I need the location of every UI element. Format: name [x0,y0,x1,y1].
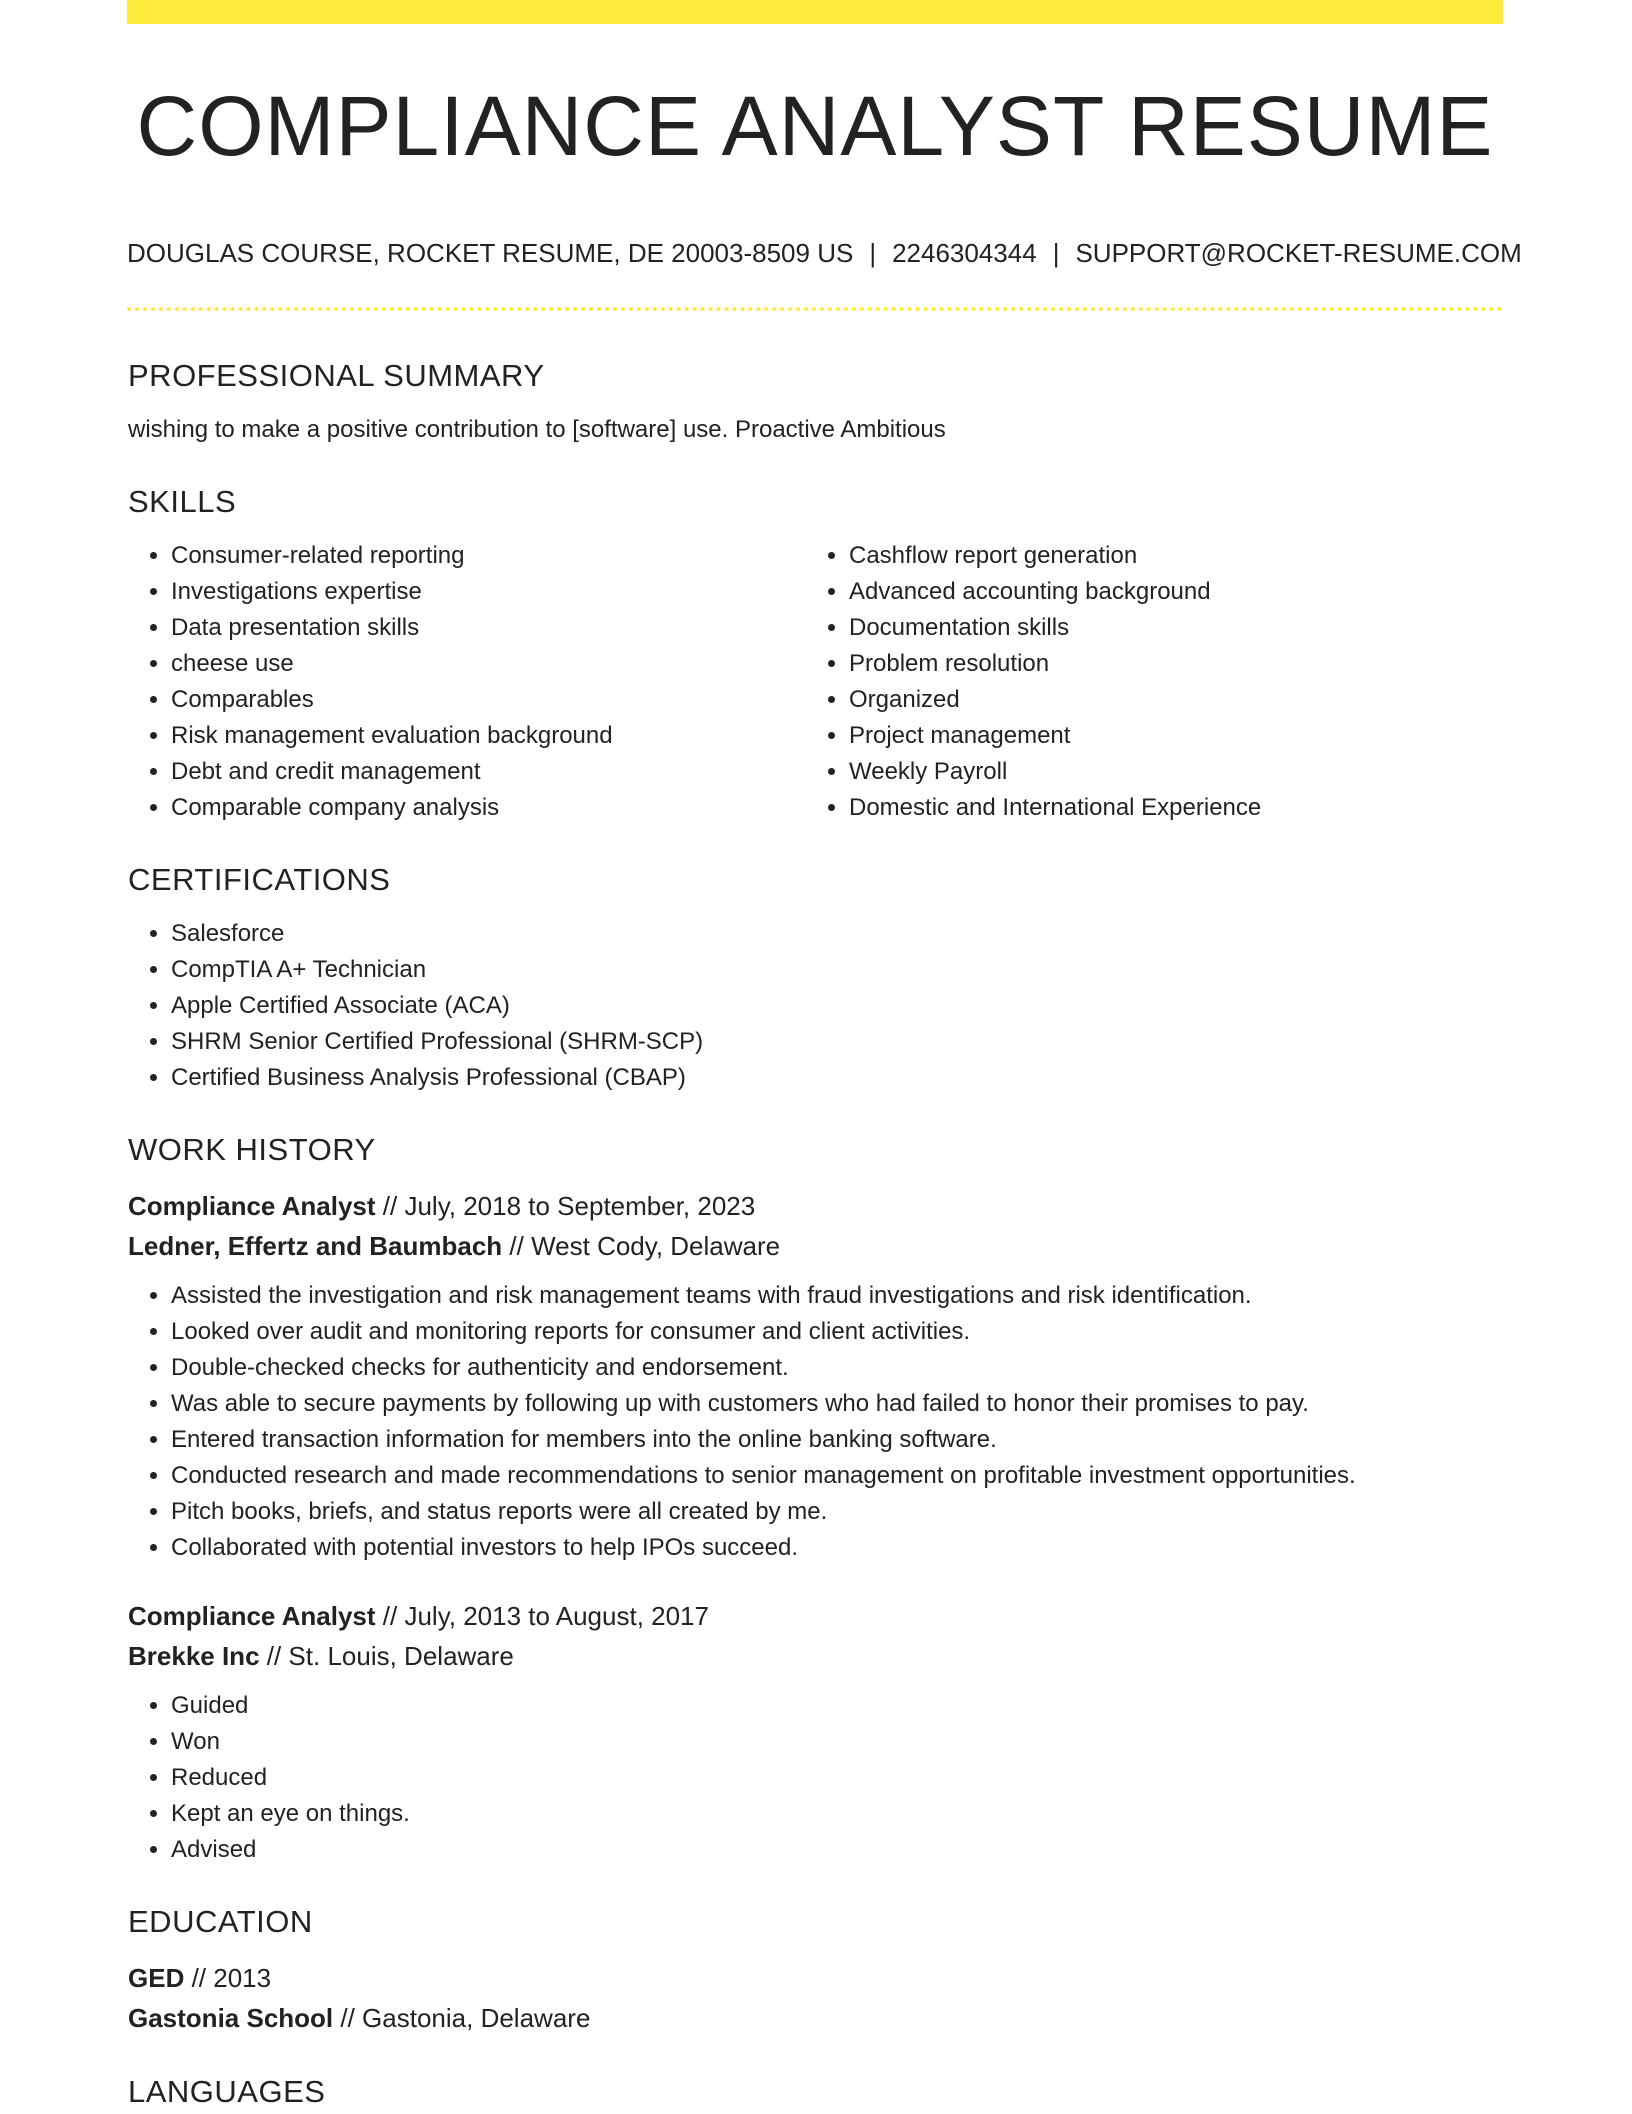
education-school: Gastonia School [128,2003,334,2033]
certification-item: • Certified Business Analysis Professional (CBAP) [171,1060,1504,1096]
job-title: Compliance Analyst [128,1191,376,1221]
job-dates: // July, 2018 to September, 2023 [382,1191,756,1221]
job-bullet: • Pitch books, briefs, and status reports were all created by me. [171,1494,1504,1530]
resume-body [128,354,1504,2114]
skill-item: • Weekly Payroll [849,754,1484,790]
summary-section [128,354,1504,448]
job-bullet: • Conducted research and made recommendations to senior management on profitable investment opportunities. [171,1458,1504,1494]
contact-line [127,238,1522,269]
education-degree: GED [128,1963,185,1993]
skills-section [128,480,1504,826]
job-company: Ledner, Effertz and Baumbach [128,1231,503,1261]
skills-list-left [128,538,806,826]
job-bullet: • Assisted the investigation and risk management teams with fraud investigations and risk identification. [171,1278,1504,1314]
job-bullets [128,1278,1504,1566]
summary-text: wishing to make a positive contribution to [software] use. Proactive Ambitious [128,416,946,443]
job-role-line [128,1186,1504,1226]
accent-bar [127,0,1503,24]
section-title-languages: LANGUAGES [128,2074,326,2109]
skill-item: • Organized [849,682,1484,718]
job-bullet: • Won [171,1724,1504,1760]
contact-address: DOUGLAS COURSE, ROCKET RESUME, DE 20003-8509 US [127,238,854,268]
education-location: // Gastonia, Delaware [340,2003,591,2033]
skill-item: • Problem resolution [849,646,1484,682]
section-title-summary: PROFESSIONAL SUMMARY [128,358,545,393]
education-year: // 2013 [191,1963,272,1993]
contact-phone: 2246304344 [892,238,1037,268]
job-dates: // July, 2013 to August, 2017 [382,1601,709,1631]
job-bullet: • Kept an eye on things. [171,1796,1504,1832]
job-entry [128,1186,1504,1566]
skill-item: • Comparable company analysis [171,790,806,826]
job-company-line [128,1226,1504,1266]
job-company-line [128,1636,1504,1676]
job-bullet: • Double-checked checks for authenticity and endorsement. [171,1350,1504,1386]
section-title-education: EDUCATION [128,1904,313,1939]
skills-columns [128,538,1504,826]
job-bullet: • Entered transaction information for members into the online banking software. [171,1422,1504,1458]
job-bullet: • Advised [171,1832,1504,1868]
skill-item: • Data presentation skills [171,610,806,646]
contact-separator: | [869,238,877,268]
skills-column-left [128,538,806,826]
work-history-section [128,1128,1504,1868]
skills-list-right [806,538,1484,826]
job-bullets [128,1688,1504,1868]
job-bullet: • Was able to secure payments by following up with customers who had failed to honor their promises to pay. [171,1386,1504,1422]
skill-item: • Risk management evaluation background [171,718,806,754]
job-bullet: • Reduced [171,1760,1504,1796]
job-role-line [128,1596,1504,1636]
education-section [128,1900,1504,2038]
education-degree-line [128,1958,1504,1998]
skill-item: • Consumer-related reporting [171,538,806,574]
skill-item: • Investigations expertise [171,574,806,610]
skill-item: • Debt and credit management [171,754,806,790]
skill-item: • Comparables [171,682,806,718]
section-title-certifications: CERTIFICATIONS [128,862,391,897]
certifications-section [128,858,1504,1096]
certification-item: • Salesforce [171,916,1504,952]
skill-item: • Advanced accounting background [849,574,1484,610]
job-bullet: • Collaborated with potential investors to help IPOs succeed. [171,1530,1504,1566]
certification-item: • SHRM Senior Certified Professional (SHRM-SCP) [171,1024,1504,1060]
skills-column-right [806,538,1484,826]
education-entry [128,1958,1504,2038]
job-title: Compliance Analyst [128,1601,376,1631]
skill-item: • Domestic and International Experience [849,790,1484,826]
skill-item: • cheese use [171,646,806,682]
job-entry [128,1596,1504,1868]
section-title-skills: SKILLS [128,484,237,519]
section-title-work-history: WORK HISTORY [128,1132,376,1167]
certifications-list [128,916,1504,1096]
header-divider [127,307,1503,311]
skill-item: • Project management [849,718,1484,754]
contact-email: SUPPORT@ROCKET-RESUME.COM [1075,238,1522,268]
contact-separator: | [1052,238,1060,268]
skill-item: • Documentation skills [849,610,1484,646]
job-location: // St. Louis, Delaware [266,1641,514,1671]
languages-section [128,2070,1504,2114]
job-bullet: • Guided [171,1688,1504,1724]
resume-title: COMPLIANCE ANALYST RESUME [136,79,1494,173]
skill-item: • Cashflow report generation [849,538,1484,574]
certification-item: • Apple Certified Associate (ACA) [171,988,1504,1024]
job-company: Brekke Inc [128,1641,260,1671]
education-school-line [128,1998,1504,2038]
job-bullet: • Looked over audit and monitoring reports for consumer and client activities. [171,1314,1504,1350]
job-location: // West Cody, Delaware [509,1231,781,1261]
certification-item: • CompTIA A+ Technician [171,952,1504,988]
